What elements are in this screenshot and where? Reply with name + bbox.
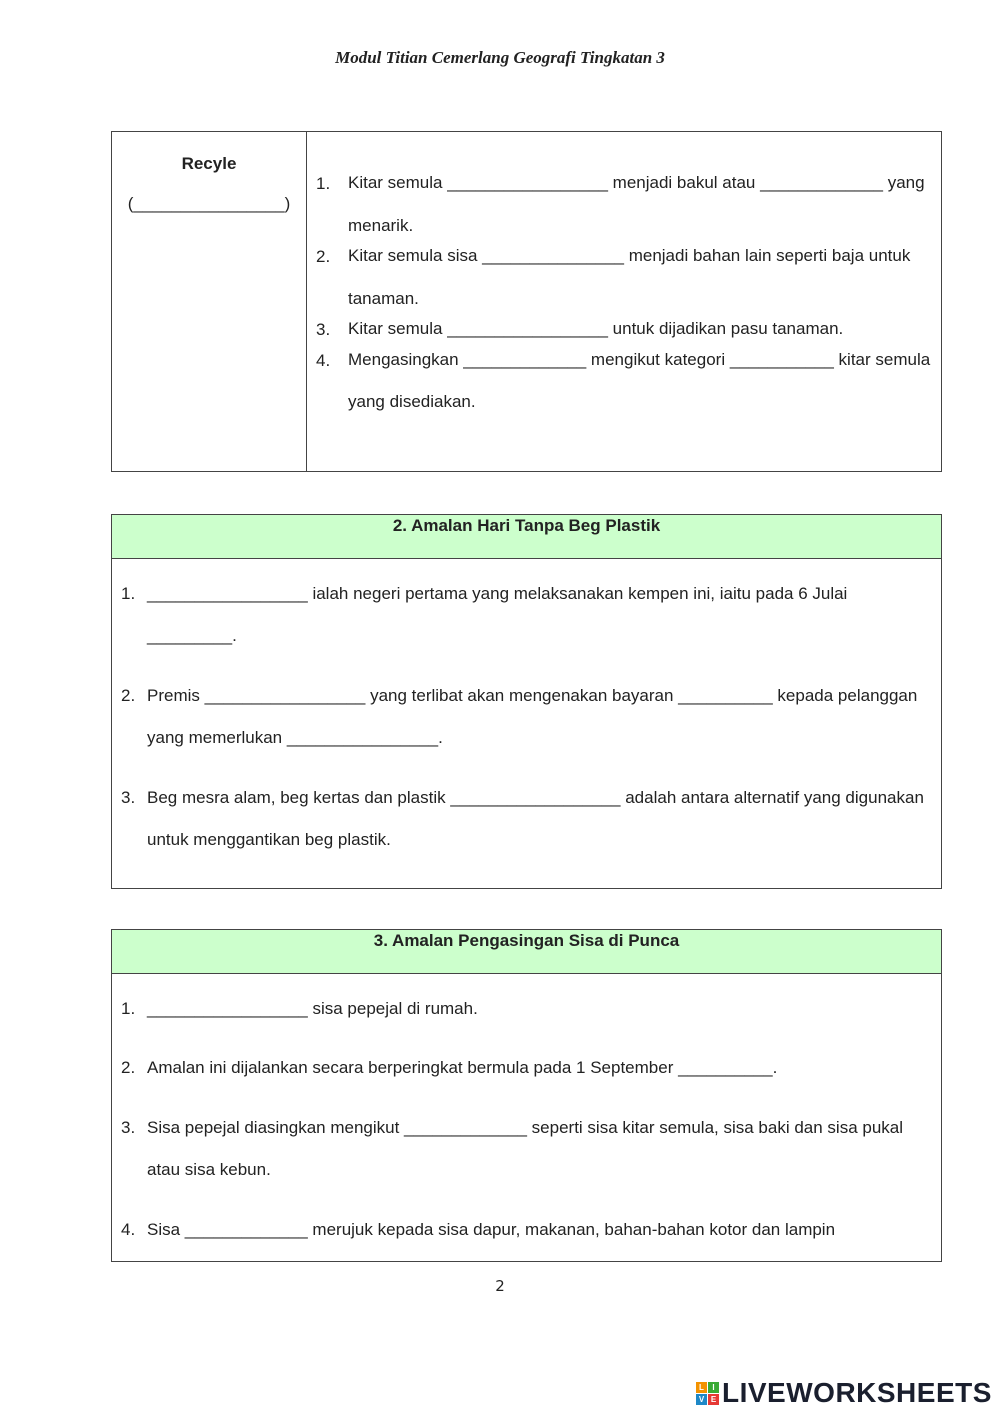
item-text[interactable]: Sisa _____________ merujuk kepada sisa dapur, makanan, bahan-bahan kotor dan lampin bbox=[147, 1219, 836, 1239]
item-text[interactable]: _________________ ialah negeri pertama yang melaksanakan kempen ini, iaitu pada 6 Julai _________. bbox=[147, 584, 848, 646]
recycle-label-cell bbox=[112, 132, 307, 471]
section-body bbox=[112, 974, 941, 1251]
item-text[interactable]: Kitar semula sisa _______________ menjadi bahan lain seperti baja untuk tanaman. bbox=[348, 246, 911, 308]
item-number: 1. bbox=[121, 999, 136, 1018]
item-number: 4. bbox=[121, 1219, 136, 1239]
list-item bbox=[121, 988, 931, 1030]
logo-text: LIVEWORKSHEETS bbox=[722, 1377, 992, 1408]
item-number: 3. bbox=[316, 320, 331, 339]
list-item bbox=[121, 1047, 931, 1089]
section-title: 3. Amalan Pengasingan Sisa di Punca bbox=[112, 930, 941, 974]
item-text[interactable]: Premis _________________ yang terlibat akan mengenakan bayaran __________ kepada pelanggan yang memerlukan ________________. bbox=[147, 685, 918, 748]
item-number: 1. bbox=[121, 584, 136, 603]
item-text[interactable]: Beg mesra alam, beg kertas dan plastik __________________ adalah antara alternatif yang digunakan untuk menggantikan beg plastik. bbox=[147, 787, 924, 850]
item-number: 3. bbox=[121, 787, 136, 807]
section-plastic-bag-free-day bbox=[111, 514, 942, 889]
item-text[interactable]: Kitar semula _________________ menjadi bakul atau _____________ yang menarik. bbox=[348, 173, 925, 235]
logo-letter: I bbox=[708, 1382, 719, 1393]
section-body bbox=[112, 559, 941, 861]
logo-letter: E bbox=[708, 1394, 719, 1405]
page-number: 2 bbox=[495, 1277, 505, 1295]
logo-letter: L bbox=[696, 1382, 707, 1393]
item-number: 2. bbox=[121, 685, 136, 705]
item-number: 2. bbox=[316, 247, 331, 266]
item-number: 4. bbox=[316, 350, 331, 370]
logo-mark-icon bbox=[696, 1382, 719, 1405]
section-waste-separation bbox=[111, 929, 942, 1262]
item-number: 2. bbox=[121, 1058, 136, 1078]
list-item bbox=[121, 777, 931, 862]
recycle-items-cell bbox=[307, 132, 941, 471]
recycle-answer-blank[interactable]: (________________) bbox=[127, 194, 291, 213]
liveworksheets-logo[interactable] bbox=[696, 1377, 992, 1409]
recycle-title: Recyle bbox=[181, 154, 237, 173]
item-text[interactable]: Amalan ini dijalankan secara berperingkat bermula pada 1 September __________. bbox=[147, 1058, 778, 1078]
item-number: 3. bbox=[121, 1117, 136, 1137]
list-item bbox=[121, 1107, 931, 1192]
item-text[interactable]: Kitar semula _________________ untuk dijadikan pasu tanaman. bbox=[348, 319, 844, 338]
list-item bbox=[316, 351, 931, 424]
recycle-table bbox=[111, 131, 942, 472]
item-text[interactable]: Mengasingkan _____________ mengikut kategori ___________ kitar semula yang disediakan. bbox=[348, 349, 931, 411]
list-item bbox=[121, 573, 931, 658]
logo-letter: V bbox=[696, 1394, 707, 1405]
list-item bbox=[121, 675, 931, 760]
item-number: 1. bbox=[316, 174, 331, 193]
list-item bbox=[121, 1209, 931, 1251]
page-header: Modul Titian Cemerlang Geografi Tingkatan 3 bbox=[335, 48, 665, 67]
item-text[interactable]: _________________ sisa pepejal di rumah. bbox=[147, 999, 478, 1018]
item-text[interactable]: Sisa pepejal diasingkan mengikut _____________ seperti sisa kitar semula, sisa baki dan sisa pukal atau sisa kebun. bbox=[147, 1117, 904, 1180]
section-title: 2. Amalan Hari Tanpa Beg Plastik bbox=[112, 515, 941, 559]
